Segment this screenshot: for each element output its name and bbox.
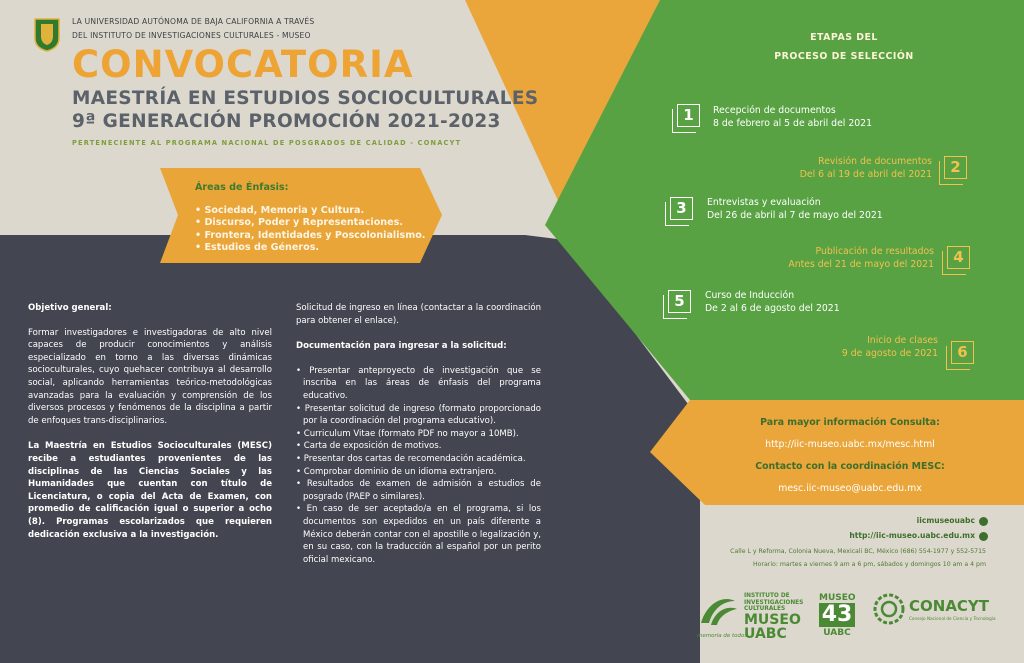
stage-6-number: 6 bbox=[951, 341, 974, 364]
documents-list bbox=[296, 365, 541, 567]
museo-logo bbox=[744, 593, 803, 641]
info-panel bbox=[700, 416, 1000, 496]
logo1-big2: UABC bbox=[744, 625, 787, 642]
stages-heading-line1: ETAPAS DEL bbox=[810, 32, 878, 43]
program-url[interactable]: http://iic-museo.uabc.mx/mesc.html bbox=[765, 439, 935, 450]
stage-5-number: 5 bbox=[668, 290, 691, 313]
area-item: • Frontera, Identidades y Poscolonialismo. bbox=[195, 229, 426, 241]
stage-4-number: 4 bbox=[947, 246, 970, 269]
website-url: http://iic-museo.uabc.edu.mx bbox=[849, 531, 975, 540]
document-item: • Carta de exposición de motivos. bbox=[296, 441, 442, 452]
area-item: • Estudios de Géneros. bbox=[195, 242, 320, 254]
conacyt-subtitle: Consejo Nacional de Ciencia y Tecnología bbox=[909, 616, 996, 621]
stage-5 bbox=[705, 289, 840, 315]
areas-panel bbox=[195, 182, 430, 255]
document-item: • Presentar anteproyecto de investigación que se inscriba en las áreas de énfasis del programa educativo. bbox=[296, 365, 541, 401]
museo43-logo bbox=[819, 593, 855, 639]
stage-4-date: Antes del 21 de mayo del 2021 bbox=[788, 259, 934, 270]
stage-6 bbox=[842, 334, 938, 360]
facebook-link[interactable] bbox=[917, 516, 988, 526]
facebook-icon bbox=[979, 517, 988, 526]
contact-email[interactable]: mesc.iic-museo@uabc.edu.mx bbox=[778, 483, 922, 494]
page-title: CONVOCATORIA bbox=[72, 43, 414, 86]
document-item: • Presentar solicitud de ingreso (formato proporcionado por la coordinación del programa educativo). bbox=[296, 403, 541, 427]
facebook-handle: iicmuseouabc bbox=[916, 516, 975, 525]
conacyt-icon bbox=[873, 593, 905, 625]
website-link[interactable] bbox=[849, 531, 988, 541]
stage-6-title: Inicio de clases bbox=[867, 335, 938, 346]
conacyt-logo: CONACYT bbox=[909, 597, 990, 615]
document-item: • Comprobar dominio de un idioma extranjero. bbox=[296, 466, 497, 477]
stage-1 bbox=[713, 104, 872, 130]
logo2-top: MUSEO bbox=[819, 593, 856, 603]
logo1-line3: CULTURALES bbox=[744, 606, 786, 612]
stage-3-number: 3 bbox=[670, 197, 693, 220]
area-item: • Sociedad, Memoria y Cultura. bbox=[195, 204, 365, 216]
stage-6-date: 9 de agosto de 2021 bbox=[841, 348, 938, 359]
stage-1-date: 8 de febrero al 5 de abril del 2021 bbox=[713, 118, 872, 129]
stage-1-number: 1 bbox=[677, 104, 700, 127]
document-item: • En caso de ser aceptado/a en el programa, si los documentos son expedidos en un país diferente a México deberán contar con el apostille o legalización y, en su caso, con la traducción al español por un perito oficial mexicano. bbox=[296, 504, 541, 565]
logo1-tagline: memoria de todos bbox=[697, 633, 748, 639]
stage-3 bbox=[707, 196, 883, 222]
stages-heading-line2: PROCESO DE SELECCIÓN bbox=[774, 51, 914, 62]
documents-heading: Documentación para ingresar a la solicitud: bbox=[296, 341, 507, 352]
stage-2-date: Del 6 al 19 de abril del 2021 bbox=[799, 169, 932, 180]
hours: Horario: martes a viernes 9 am a 6 pm, sábados y domingos 10 am a 4 pm bbox=[753, 561, 986, 568]
museo-swirl-icon bbox=[697, 593, 739, 629]
stage-3-date: Del 26 de abril al 7 de mayo del 2021 bbox=[707, 210, 883, 221]
document-item: • Presentar dos cartas de recomendación académica. bbox=[296, 453, 526, 464]
logo1-line2: INVESTIGACIONES bbox=[744, 599, 804, 606]
university-line-2: DEL INSTITUTO DE INVESTIGACIONES CULTURALES - MUSEO bbox=[72, 31, 311, 40]
logo2-num: 43 bbox=[819, 603, 855, 627]
consult-heading: Para mayor información Consulta: bbox=[760, 417, 940, 428]
objective-section bbox=[28, 302, 272, 541]
program-name: MAESTRÍA EN ESTUDIOS SOCIOCULTURALES bbox=[72, 88, 539, 109]
twitter-icon bbox=[979, 532, 988, 541]
stage-4-title: Publicación de resultados bbox=[815, 246, 934, 257]
document-item: • Resultados de examen de admisión a estudios de posgrado (PAEP o similares). bbox=[296, 479, 541, 502]
stage-5-title: Curso de Inducción bbox=[705, 290, 795, 301]
logo1-big1: MUSEO bbox=[744, 611, 801, 628]
stage-3-title: Entrevistas y evaluación bbox=[707, 197, 821, 208]
stage-5-date: De 2 al 6 de agosto del 2021 bbox=[705, 303, 840, 314]
logo1-line1: INSTITUTO DE bbox=[744, 593, 790, 599]
areas-heading: Áreas de Énfasis: bbox=[195, 182, 289, 193]
pnpc-line: PERTENECIENTE AL PROGRAMA NACIONAL DE POSGRADOS DE CALIDAD - CONACYT bbox=[72, 139, 462, 147]
objective-text: Formar investigadores e investigadoras de alto nivel capaces de producir conocimientos y análisis especializado en torno a las diversas dinámicas socioculturales, cuyo quehacer contribuya al desarrollo social, aplicando herramientas teórico-metodológicas avanzadas para la evaluación y comprensión de los diversos procesos y fenómenos de la disciplina a partir de enfoques trans-disciplinarios. bbox=[28, 327, 272, 426]
stage-1-title: Recepción de documentos bbox=[713, 105, 836, 116]
university-line-1: LA UNIVERSIDAD AUTÓNOMA DE BAJA CALIFORNIA A TRAVÉS bbox=[72, 17, 315, 26]
address: Calle L y Reforma, Colonia Nueva, Mexicali BC, México (686) 554-1977 y 552-5715 bbox=[730, 548, 986, 555]
uabc-shield-icon bbox=[34, 18, 60, 52]
contact-heading: Contacto con la coordinación MESC: bbox=[755, 461, 945, 472]
objective-heading: Objetivo general: bbox=[28, 303, 112, 313]
stages-heading bbox=[770, 28, 918, 66]
documents-section bbox=[296, 302, 541, 566]
stage-2-title: Revisión de documentos bbox=[818, 156, 932, 167]
online-application: Solicitud de ingreso en línea (contactar a la coordinación para obtener el enlace). bbox=[296, 303, 541, 326]
stage-4 bbox=[788, 245, 934, 271]
stage-2-number: 2 bbox=[944, 156, 967, 179]
stage-2 bbox=[800, 155, 932, 181]
generation: 9ª GENERACIÓN PROMOCIÓN 2021-2023 bbox=[72, 111, 501, 132]
area-item: • Discurso, Poder y Representaciones. bbox=[195, 217, 403, 229]
mesc-description: La Maestría en Estudios Socioculturales (MESC) recibe a estudiantes provenientes de las disciplinas de las Ciencias Sociales y las Humanidades que cuentan con título de Licenciatura, o copia del Acta de Examen, con promedio de calificación igual o superior a ocho (8). Programas escolarizados que requieren dedicación exclusiva a la investigación. bbox=[28, 441, 272, 540]
logo2-bottom: UABC bbox=[823, 628, 851, 638]
document-item: • Curriculum Vitae (formato PDF no mayor a 10MB). bbox=[296, 428, 519, 439]
